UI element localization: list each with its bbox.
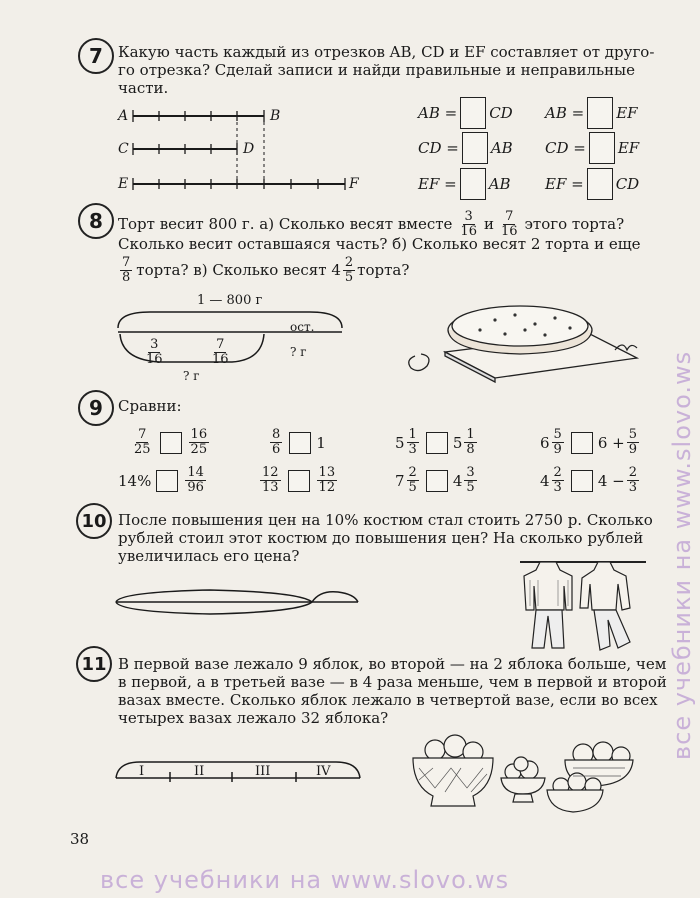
segment-label-3: III [255,764,271,779]
compare-5: 14% $\frac{14}{96}$ [118,465,204,495]
compare-2: $\frac{8}{6}$ 1 [272,427,326,457]
compare-8: 4 $\frac{2}{3}$ 4 − $\frac{2}{3}$ [540,465,637,495]
point-a-label: A [118,108,129,124]
task-8-line-3: $\frac{7}{8}$ торта? в) Сколько весят 4 $\frac{2}{5}$ торта? [122,255,410,285]
diagram-question-remainder: ? г [290,345,307,359]
eq-cd-ef: CD = EF [545,132,639,164]
apple-vases-illustration [405,728,645,828]
cake-illustration [405,290,645,380]
point-d-label: D [243,141,255,157]
task-7-number: 7 [78,38,114,74]
task-11-text-line-1: В первой вазе лежало 9 яблок, во второй — на 2 яблока больше, чем [118,655,667,673]
compare-4: 6 $\frac{5}{9}$ 6 + $\frac{5}{9}$ [540,427,637,457]
diagram-remainder-label: ост. [290,320,315,334]
task-10-text-line-3: увеличилась его цена? [118,547,300,565]
point-b-label: B [270,108,281,124]
compare-7: 7 $\frac{2}{5}$ 4 $\frac{3}{5}$ [395,465,475,495]
suits-illustration [518,540,648,660]
answer-box[interactable] [587,168,613,200]
task-8-line-2: Сколько весит оставшаяся часть? б) Сколько весят 2 торта и еще [118,235,641,253]
task-8-line-1: Торт весит 800 г. а) Сколько весят вместе $\frac{3}{16}$ и $\frac{7}{16}$ этого торта? [118,209,625,239]
watermark-bottom: все учебники на www.slovo.ws [100,866,510,894]
answer-box[interactable] [587,97,613,129]
compare-box[interactable] [289,432,311,454]
task-7-text-line-1: Какую часть каждый из отрезков AB, CD и EF составляет от друго- [118,43,655,61]
segment-label-1: I [139,764,145,779]
compare-box[interactable] [571,432,593,454]
point-e-label: E [118,176,129,192]
task-8-number: 8 [78,203,114,239]
point-c-label: C [118,141,129,157]
segment-label-4: IV [316,764,331,779]
segment-label-2: II [194,764,205,779]
compare-6: $\frac{12}{13}$ $\frac{13}{12}$ [262,465,336,495]
eq-ab-ef: AB = EF [545,97,638,129]
page-number: 38 [70,830,90,848]
compare-box[interactable] [160,432,182,454]
task-9-number: 9 [78,390,114,426]
eq-ab-cd: AB = CD [418,97,513,129]
diagram-fraction-3-16: $\frac{3}{16}$ [146,337,163,367]
compare-box[interactable] [156,470,178,492]
answer-box[interactable] [460,168,486,200]
watermark-side: все учебники на www.slovo.ws [668,350,696,760]
diagram-question-sum: ? г [183,369,200,383]
compare-box[interactable] [426,470,448,492]
task-7-text-line-2: го отрезка? Сделай записи и найди правильные и неправильные [118,61,635,79]
task-10-text-line-2: рублей стоил этот костюм до повышения цен? На сколько рублей [118,529,644,547]
answer-box[interactable] [462,132,488,164]
eq-cd-ab: CD = AB [418,132,513,164]
diagram-fraction-7-16: $\frac{7}{16}$ [212,337,229,367]
compare-3: 5 $\frac{1}{3}$ 5 $\frac{1}{8}$ [395,427,475,457]
task-11-text-line-3: вазах вместе. Сколько яблок лежало в четвертой вазе, если во всех [118,691,658,709]
task-9-title: Сравни: [118,397,182,415]
task-11-number: 11 [76,646,112,682]
compare-box[interactable] [288,470,310,492]
eq-ef-ab: EF = AB [418,168,511,200]
task-11-text-line-4: четырех вазах лежало 32 яблока? [118,709,389,727]
compare-box[interactable] [571,470,593,492]
task-7-text-line-3: части. [118,79,169,97]
compare-box[interactable] [426,432,448,454]
task-10-number: 10 [76,503,112,539]
eq-ef-cd: EF = CD [545,168,639,200]
point-f-label: F [349,176,359,192]
task-10-text-line-1: После повышения цен на 10% костюм стал стоить 2750 р. Сколько [118,511,653,529]
compare-1: $\frac{7}{25}$ $\frac{16}{25}$ [134,427,208,457]
diagram-total-label: 1 — 800 г [197,293,263,308]
answer-box[interactable] [460,97,486,129]
task-11-text-line-2: в первой, а в третьей вазе — в 4 раза меньше, чем в первой и второй [118,673,667,691]
answer-box[interactable] [589,132,615,164]
